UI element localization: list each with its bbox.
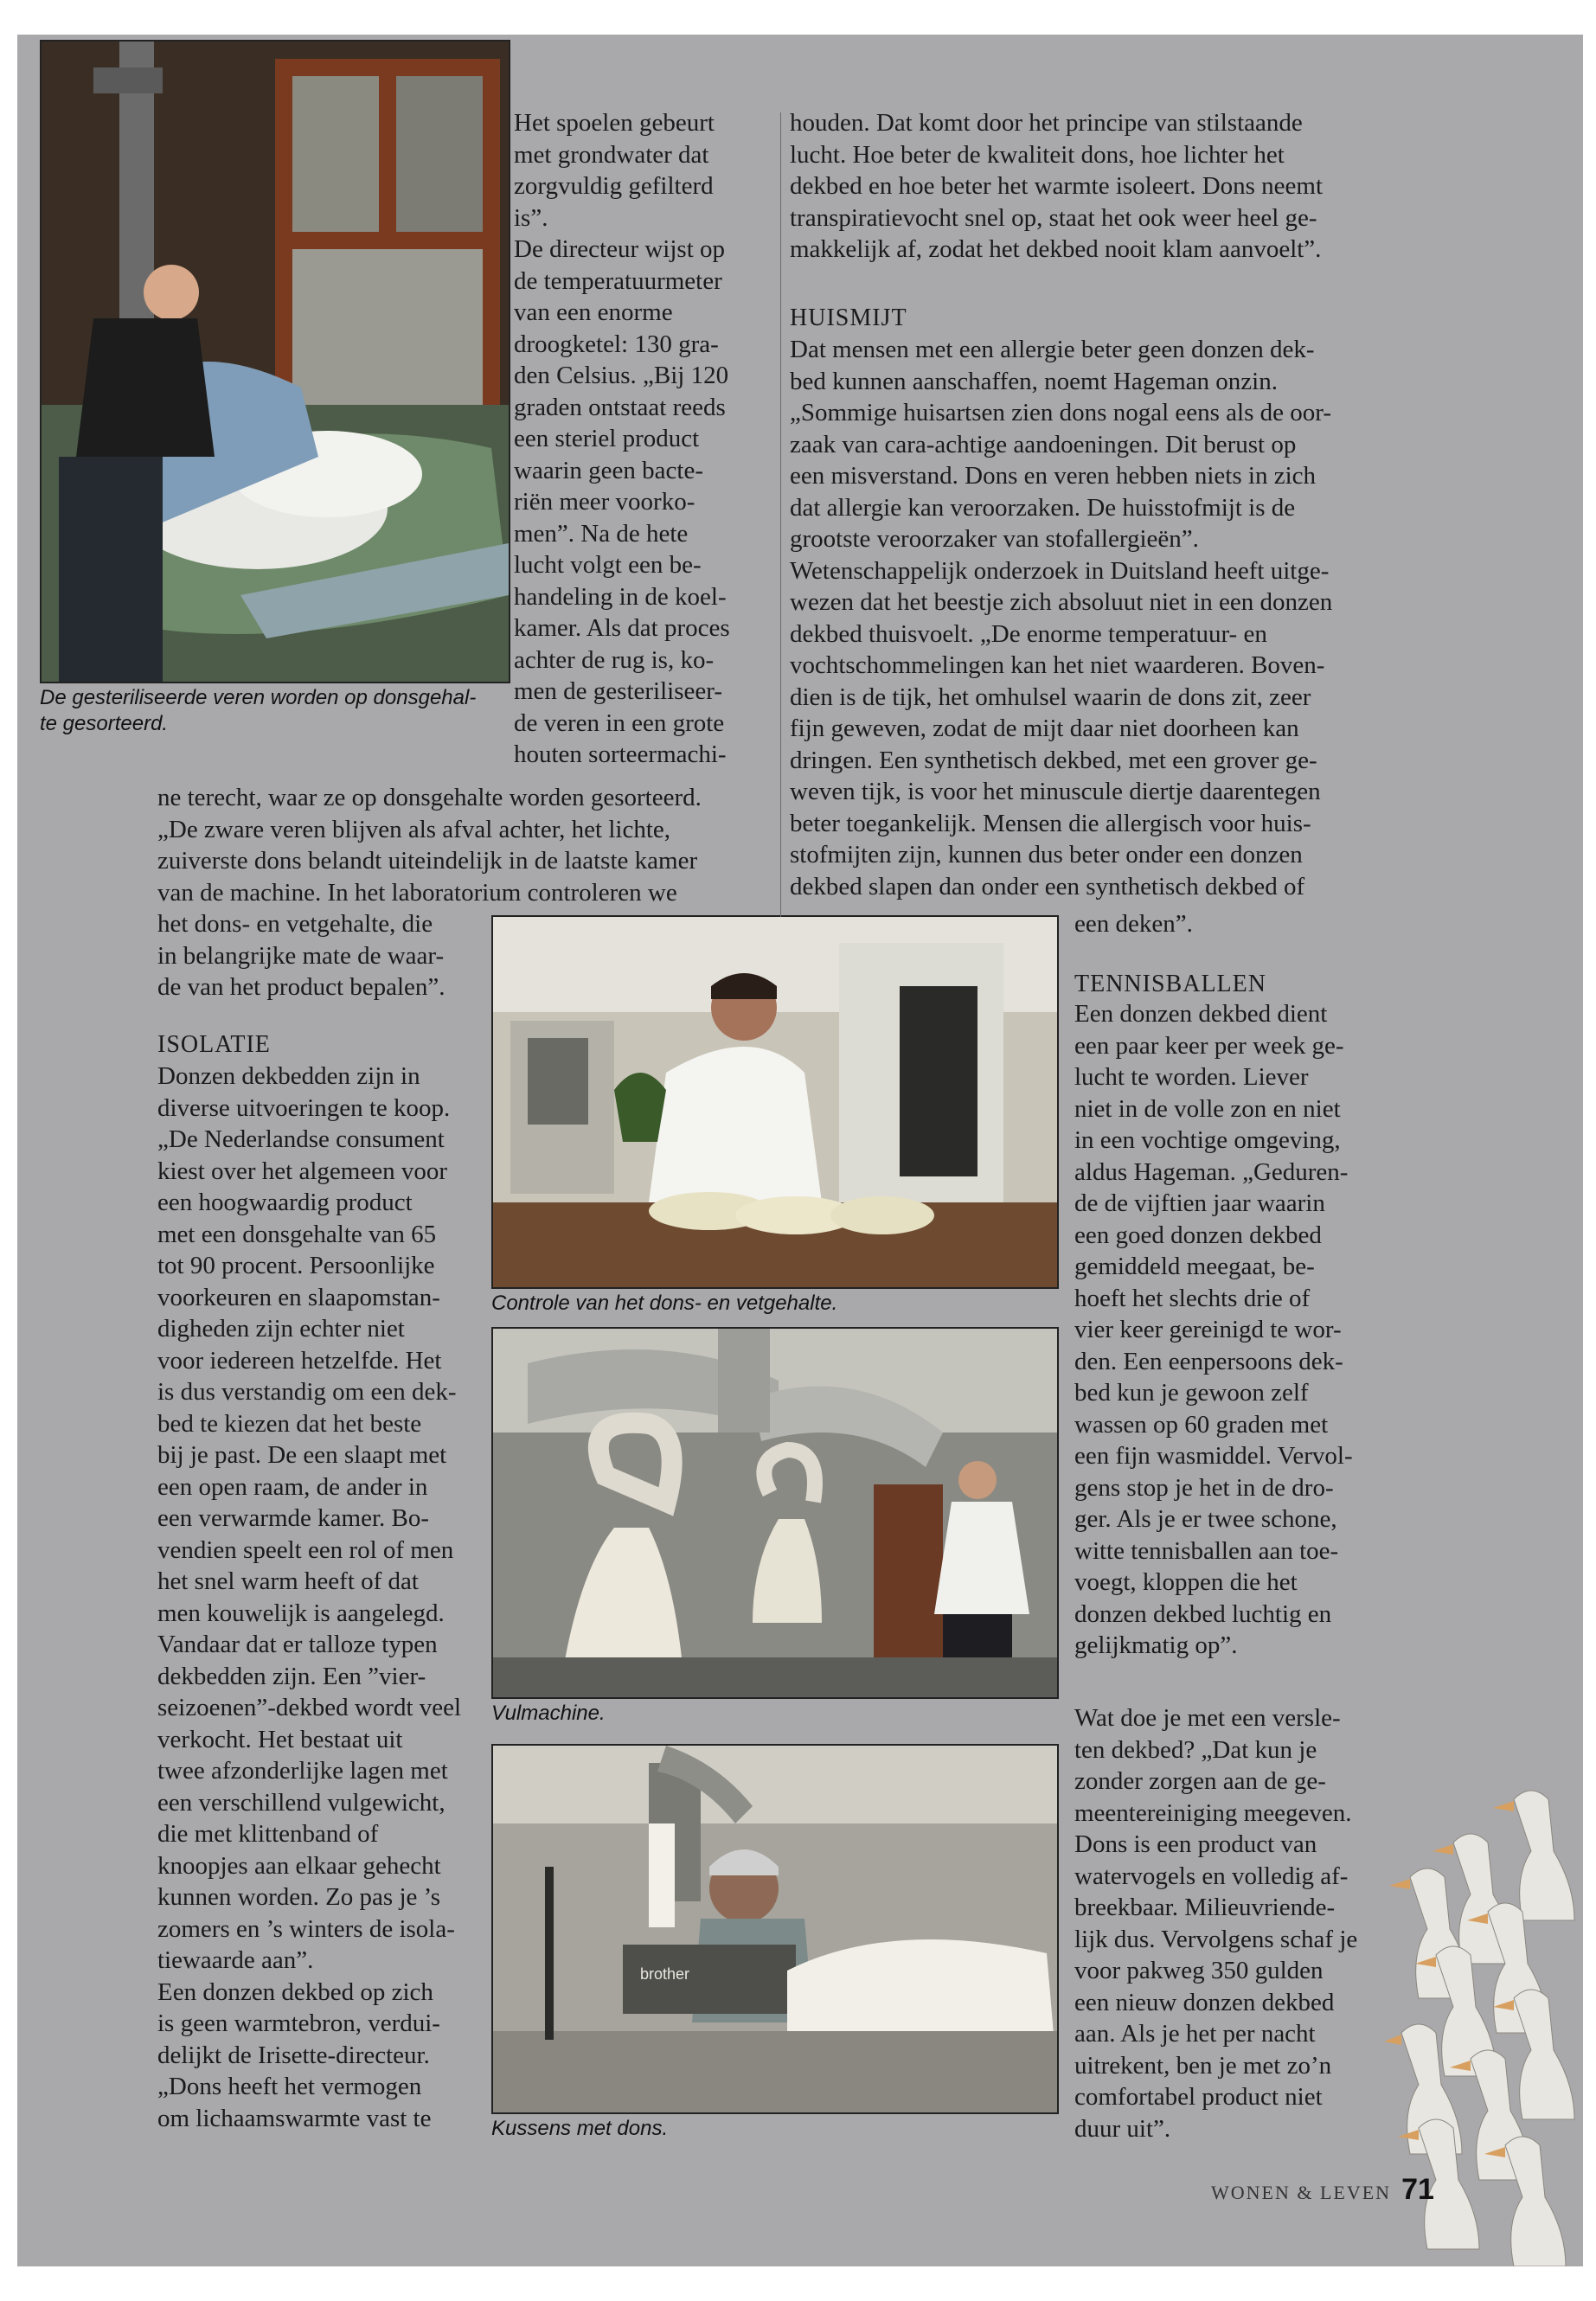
photo-filling [491, 1327, 1059, 1699]
isolatie-text: Donzen dekbedden zijn in diverse uitvoeringen te koop. „De Nederlandse consument kiest over het algemeen voor een hoogwaardig product met een donsgehalte van 65 tot 90 procent. Persoonlijke voorkeuren en slaapomstan- digheden zijn echter niet voor iedereen hetzelfde. Het is dus verstandig om een dek- bed te kiezen dat het beste bij je past. De een slaapt met een open raam, de ander in een verwarmde kamer. Bo- vendien speelt een rol of men het snel warm heeft of dat men kouwelijk is aangelegd. Vandaar dat er talloze typen dekbedden zijn. Een ”vier- seizoenen”-dekbed wordt veel verkocht. Het bestaat uit twee afzonderlijke lagen met een verschillend vulgewicht, die met klittenband of knoopjes aan elkaar gehecht kunnen worden. Zo pas je ’s zomers en ’s winters de isola- tiewaarde aan”. Een donzen dekbed op zich is geen warmtebron, verdui- delijkt de Irisette-directeur. „Dons heeft het vermogen om lichaamswarmte vast te [157, 1062, 462, 2132]
huismijt-heading: HUISMIJT [790, 304, 907, 331]
machine-brand-label: brother [640, 1965, 690, 1983]
photo-pillows [491, 1744, 1059, 2114]
photo-sorting-image [42, 42, 509, 682]
huismijt-text: Dat mensen met een allergie beter geen donzen dek- bed kunnen aanschaffen, noemt Hageman onzin. „Sommige huisartsen zien dons nogal eens als de oor- zaak van cara-achtige aandoeningen. Dit berust op een misverstand. Dons en veren hebben niets in zich dat allergie kan veroorzaken. De huisstofmijt is de grootste veroorzaker van stofallergieën”. Wetenschappelijk onderzoek in Duitsland heeft uitge- wezen dat het beestje zich absoluut niet in een donzen dekbed thuisvoelt. „De enorme temperatuur- en vochtschommelingen kan het niet waarderen. Boven- dien is de tijk, het omhulsel waarin de dons zit, zeer fijn geweven, zodat de mijt daar niet doorheen kan dringen. Een synthetisch dekbed, met een grover ge- weven tijk, is voor het minuscule diertje daarentegen beter toegankelijk. Mensen die allergisch voor huis- stofmijten zijn, kunnen dus beter onder een donzen dekbed slapen dan onder een synthetisch dekbed of [790, 336, 1333, 901]
photo-sorting [40, 40, 510, 683]
photo-pillows-image [493, 1746, 1057, 2112]
caption-sorting: De gesteriliseerde veren worden op donsgehal- te gesorteerd. [40, 686, 477, 735]
page-footer [1211, 2173, 1434, 2207]
column-divider [780, 112, 781, 917]
tennisballen-text: Een donzen dekbed dient een paar keer per week ge- lucht te worden. Liever niet in de volle zon en niet in een vochtige omgeving, aldus Hageman. „Geduren- de de vijftien jaar waarin een goed donzen dekbed gemiddeld meegaat, be- hoeft het slechts drie of vier keer gereinigd te wor- den. Een eenpersoons dek- bed kun je gewoon zelf wassen op 60 graden met een fijn wasmiddel. Vervol- gens stop je het in de dro- ger. Als je er twee schone, witte tennisballen aan toe- voegt, kloppen die het donzen dekbed luchtig en gelijkmatig op”. [1074, 1000, 1353, 1659]
huismijt-end-text: een deken”. [1074, 910, 1193, 938]
tennisballen-heading: TENNISBALLEN [1074, 971, 1266, 997]
col1-intro-text: Het spoelen gebeurt met grondwater dat zorgvuldig gefilterd is”. De directeur wijst op de temperatuurmeter van een enorme droogketel: 130 gra- den Celsius. „Bij 120 graden ontstaat reeds een steriel product waarin geen bacte- riën meer voorko- men”. Na de hete lucht volgt een be- handeling in de koel- kamer. Als dat proces achter de rug is, ko- men de gesteriliseer- de veren in een grote houten sorteermachi- [514, 109, 730, 768]
col1-wide-text: ne terecht, waar ze op donsgehalte worden gesorteerd. „De zware veren blijven als afval achter, het lichte, zuiverste dons belandt uiteindelijk in de laatste kamer van de machine. In het laboratorium controleren we [157, 784, 702, 907]
photo-filling-image [493, 1329, 1057, 1697]
photo-lab [491, 915, 1059, 1289]
photo-lab-image [493, 917, 1057, 1287]
closing-text: Wat doe je met een versle- ten dekbed? „Dat kun je zonder zorgen aan de ge- meentereiniging meegeven. Dons is een product van watervogels en volledig af- breekbaar. Milieuvriende- lijk dus. Vervolgens schaf je voor pakweg 350 gulden een nieuw donzen dekbed aan. Als je het per nacht uitrekent, ben je met zo’n comfortabel product niet duur uit”. [1074, 1704, 1358, 2143]
page-number: 71 [1401, 2173, 1434, 2206]
magazine-page [17, 35, 1583, 2266]
col3-top-text: houden. Dat komt door het principe van stilstaande lucht. Hoe beter de kwaliteit dons, hoe lichter het dekbed en hoe beter het warmte isoleert. Dons neemt transpiratievocht snel op, staat het ook weer heel ge- makkelijk af, zodat het dekbed nooit klam aanvoelt”. [790, 109, 1324, 263]
caption-pillows: Kussens met dons. [491, 2117, 669, 2140]
magazine-name: WONEN & LEVEN [1211, 2182, 1392, 2203]
isolatie-heading: ISOLATIE [157, 1031, 271, 1058]
col1-wide-narrow-text: het dons- en vetgehalte, die in belangrijke mate de waar- de van het product bepalen”. [157, 910, 445, 1001]
caption-lab: Controle van het dons- en vetgehalte. [491, 1292, 838, 1315]
caption-filling: Vulmachine. [491, 1702, 606, 1725]
